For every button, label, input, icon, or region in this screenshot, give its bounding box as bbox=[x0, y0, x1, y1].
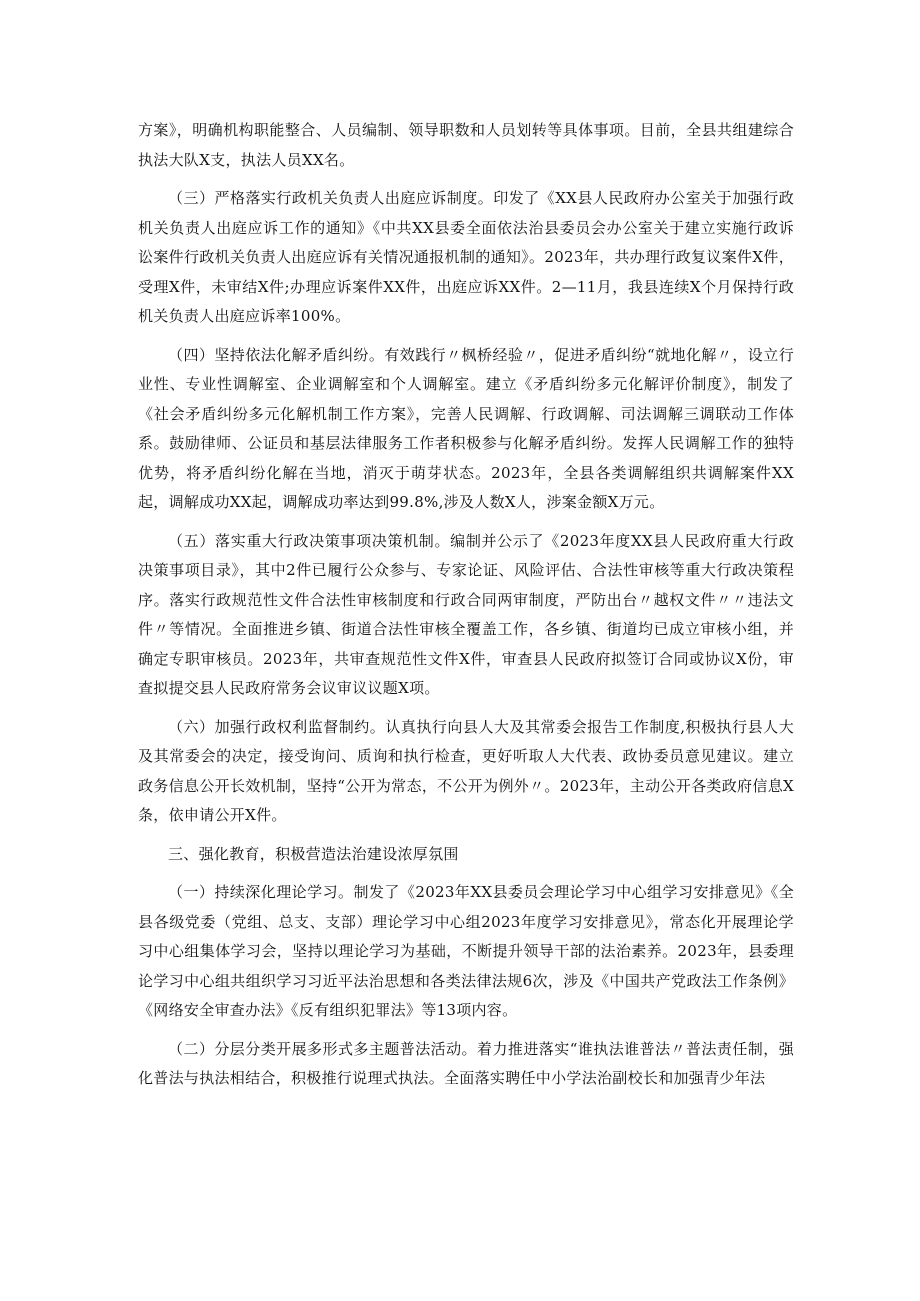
paragraph-court-appearance: （三）严格落实行政机关负责人出庭应诉制度。印发了《XX县人民政府办公室关于加强行政机关负责人出庭应诉工作的通知》《中共XX县委全面依法治县委员会办公室关于建立实施行政诉讼案件行政机关负责人出庭应诉有关情况通报机制的通知》。2023年，共办理行政复议案件X件，受理X件，未审结X件;办理应诉案件XX件，出庭应诉XX件。2—11月，我县连续X个月保持行政机关负责人出庭应诉率100%。 bbox=[138, 189, 794, 325]
paragraph-law-popularization: （二）分层分类开展多形式多主题普法活动。着力推进落实“谁执法谁普法〃普法责任制，强化普法与执法相结合，积极推行说理式执法。全面落实聘任中小学法治副校长和加强青少年法 bbox=[138, 1039, 794, 1087]
paragraph-theory-study: （一）持续深化理论学习。制发了《2023年XX县委员会理论学习中心组学习安排意见》《全县各级党委（党组、总支、支部）理论学习中心组2023年度学习安排意见》，常态化开展理论学习中心组集体学习会，坚持以理论学习为基础，不断提升领导干部的法治素养。2023年，县委理论学习中心组共组织学习习近平法治思想和各类法律法规6次，涉及《中国共产党政法工作条例》《网络安全审查办法》《反有组织犯罪法》等13项内容。 bbox=[138, 883, 794, 1019]
paragraph-power-supervision: （六）加强行政权利监督制约。认真执行向县人大及其常委会报告工作制度,积极执行县人大及其常委会的决定，接受询问、质询和执行检查，更好听取人大代表、政协委员意见建议。建立政务信息公开长效机制，坚持“公开为常态，不公开为例外〃。2023年，主动公开各类政府信息X条，依申请公开X件。 bbox=[138, 717, 794, 824]
paragraph-decision-mechanism: （五）落实重大行政决策事项决策机制。编制并公示了《2023年度XX县人民政府重大行政决策事项目录》，其中2件已履行公众参与、专家论证、风险评估、合法性审核等重大行政决策程序。落实行政规范性文件合法性审核制度和行政合同两审制度，严防出台〃越权文件〃〃违法文件〃等情况。全面推进乡镇、街道合法性审核全覆盖工作，各乡镇、街道均已成立审核小组，并确定专职审核员。2023年，共审查规范性文件X件，审查县人民政府拟签订合同或协议X份，审查拟提交县人民政府常务会议审议议题X项。 bbox=[138, 531, 794, 697]
paragraph-dispute-resolution: （四）坚持依法化解矛盾纠纷。有效践行〃枫桥经验〃，促进矛盾纠纷“就地化解〃，设立行业性、专业性调解室、企业调解室和个人调解室。建立《矛盾纠纷多元化解评价制度》，制发了《社会矛盾纠纷多元化解机制工作方案》，完善人民调解、行政调解、司法调解三调联动工作体系。鼓励律师、公证员和基层法律服务工作者积极参与化解矛盾纠纷。发挥人民调解工作的独特优势，将矛盾纠纷化解在当地，消灭于萌芽状态。2023年，全县各类调解组织共调解案件XX起，调解成功XX起，调解成功率达到99.8%,涉及人数X人，涉案金额X万元。 bbox=[138, 345, 794, 511]
document-page bbox=[138, 116, 794, 1103]
section-heading: 三、强化教育，积极营造法治建设浓厚氛围 bbox=[168, 844, 459, 863]
paragraph-continuation: 方案》，明确机构职能整合、人员编制、领导职数和人员划转等具体事项。目前，全县共组建综合执法大队X支，执法人员XX名。 bbox=[138, 121, 794, 169]
